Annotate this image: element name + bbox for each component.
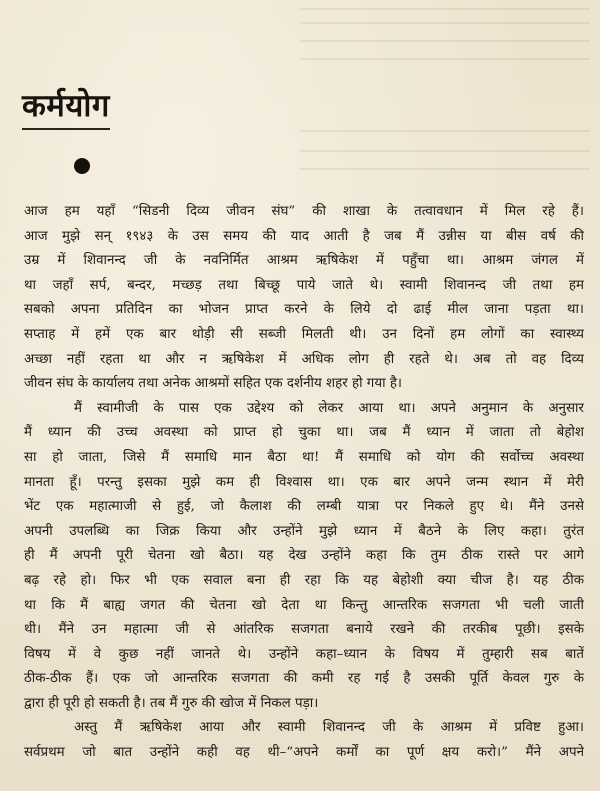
text-line: सबको अपना प्रतिदिन का भोजन प्राप्त करने के लिये दो ढाई मील जाना पड़ता था। [24, 302, 584, 318]
text-line: अपनी उपलब्धि का जिक्र किया और उन्होंने मुझे ध्यान में बैठने के लिए कहा। तुरंत [24, 523, 584, 539]
text-line: ठीक-ठीक हैं। एक जो आन्तरिक सजगता की कमी रह गई है उसकी पूर्ति केवल गुरु के [24, 671, 584, 687]
chapter-title: कर्मयोग [22, 86, 110, 130]
text-line: उम्र में शिवानन्द जी के नवनिर्मित आश्रम ऋषिकेश में पहुँचा था। आश्रम जंगल में [24, 253, 584, 269]
bleed-through-line [300, 58, 590, 60]
bleed-through-line [300, 130, 590, 132]
text-line: आज हम यहाँ “सिडनी दिव्य जीवन संघ” की शाखा के तत्वावधान में मिल रहे हैं। [24, 204, 584, 219]
bleed-through-line [300, 40, 590, 42]
paragraph-1 [24, 200, 584, 397]
paragraph-3 [24, 716, 584, 765]
text-line: सर्वप्रथम जो बात उन्होंने कही वह थी–“अपने कर्मों का पूर्ण क्षय करो।” मैंने अपने [24, 745, 584, 761]
text-line: था कि मैं बाह्य जगत की चेतना खो देता था किन्तु आन्तरिक सजगता भी चली जाती [24, 597, 584, 613]
text-line: ही मैं अपनी पूरी चेतना खो बैठा। यह देख उन्होंने कहा कि तुम ठीक रास्ते पर आगे [24, 548, 584, 564]
bleed-through-line [300, 22, 590, 24]
text-line: अस्तु मैं ऋषिकेश आया और स्वामी शिवानन्द जी के आश्रम में प्रविष्ट हुआ। [74, 720, 584, 736]
text-line: आज मुझे सन् १९४३ के उस समय की याद आती है जब मैं उन्नीस या बीस वर्ष की [24, 228, 584, 244]
text-line: मानता हूँ। परन्तु इसका मुझे कम ही विश्वास था। एक बार अपने जन्म स्थान में मेरी [24, 474, 584, 490]
text-line: सप्ताह में हमें एक बार थोड़ी सी सब्जी मिलती थी। उन दिनों हम लोगों का स्वास्थ्य [24, 326, 584, 342]
text-line: था जहाँ सर्प, बन्दर, मच्छड़ तथा बिच्छू पाये जाते थे। स्वामी शिवानन्द जी तथा हम [24, 277, 584, 293]
bleed-through-line [300, 8, 590, 10]
bleed-through-line [300, 168, 590, 170]
bullet-dot [74, 158, 90, 174]
text-line: द्वारा ही पूरी हो सकती है। तब मैं गुरु की खोज में निकल पड़ा। [24, 695, 319, 711]
text-line: मैं ध्यान की उच्च अवस्था को प्राप्त हो चुका था। जब मैं ध्यान में जाता तो बेहोश [24, 425, 584, 441]
text-line: विषय में वे कुछ नहीं जानते थे। उन्होंने कहा–ध्यान के विषय में तुम्हारी सब बातें [24, 646, 584, 662]
text-line: बढ़ रहे हो। फिर भी एक सवाल बना ही रहा कि यह बेहोशी क्या चीज है। यह ठीक [24, 572, 584, 588]
text-line: मैं स्वामीजी के पास एक उद्देश्य को लेकर आया था। अपने अनुमान के अनुसार [74, 400, 584, 416]
text-line: सा हो जाता, जिसे मैं समाधि मान बैठा था! मैं समाधि को योग की सर्वोच्च अवस्था [24, 449, 584, 465]
text-line: भेंट एक महात्माजी से हुई, जो कैलाश की लम्बी यात्रा पर निकले हुए थे। मैंने उनसे [24, 499, 584, 515]
text-line: जीवन संघ के कार्यालय तथा अनेक आश्रमों सहित एक दर्शनीय शहर हो गया है। [24, 376, 403, 392]
body-text [24, 200, 584, 766]
text-line: अच्छा नहीं रहता था और न ऋषिकेश में अधिक लोग ही रहते थे। अब तो वह दिव्य [24, 351, 584, 367]
text-line: थी। मैंने उन महात्मा जी से आंतरिक सजगता बनाये रखने की तरकीब पूछी। इसके [24, 622, 584, 638]
bleed-through-line [300, 150, 590, 152]
paragraph-2 [24, 397, 584, 717]
